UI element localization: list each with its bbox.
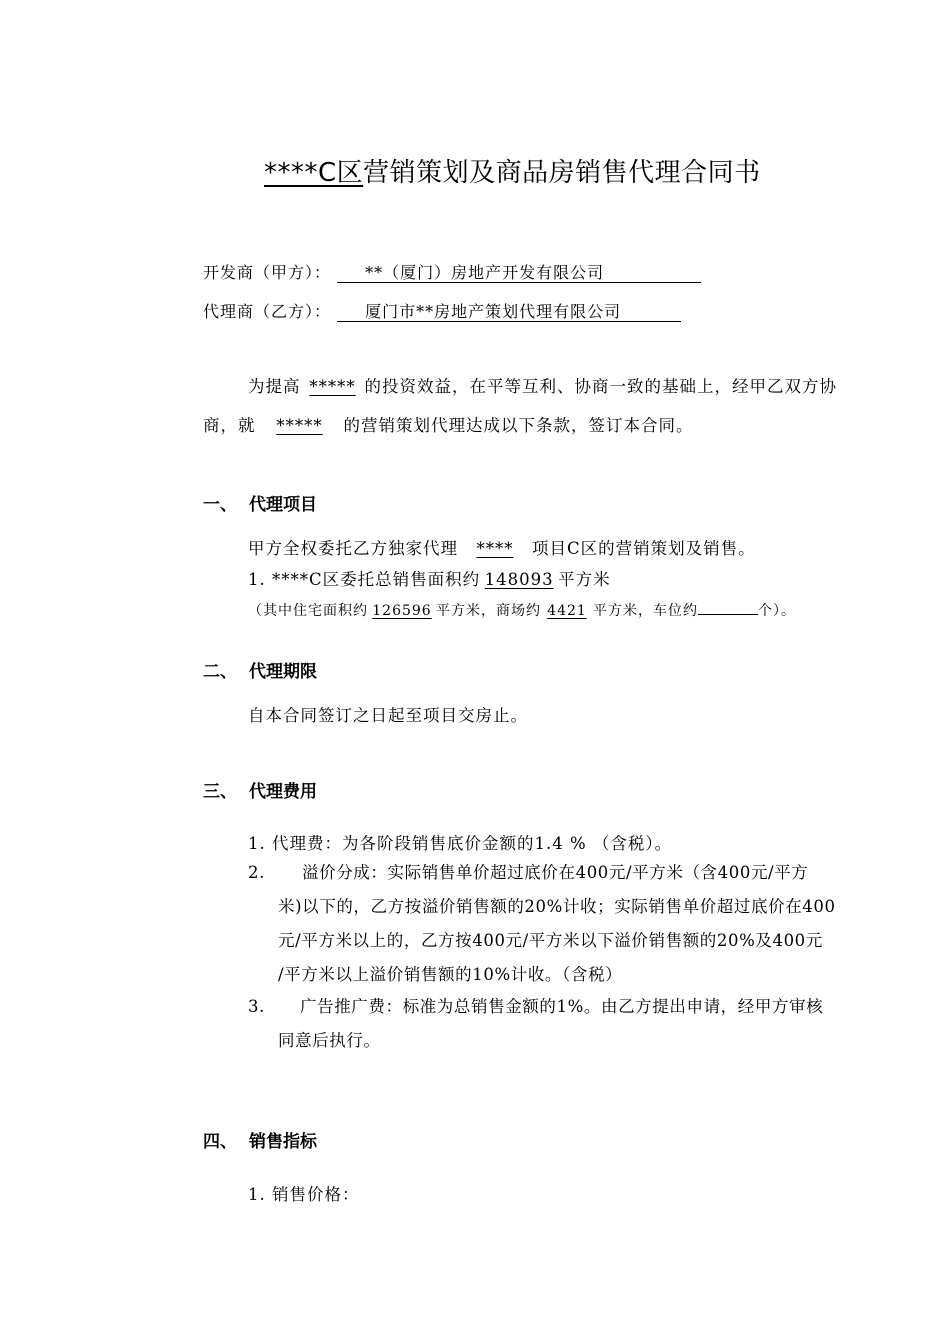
party-b-label: 代理商（乙方）： — [203, 302, 332, 321]
party-a-value: **（厦门）房地产开发有限公司 — [337, 264, 701, 283]
section-2-paragraph: 自本合同签订之日起至项目交房止。 — [248, 706, 528, 725]
section-3-item-2 — [248, 856, 836, 992]
total-area-value: 148093 — [484, 570, 554, 589]
section-1-heading — [203, 490, 317, 515]
section-3-item-3 — [248, 990, 823, 1058]
section-2-heading — [203, 657, 317, 682]
item-text: 元/平方米以上的，乙方按400元/平方米以下溢价销售额的20%及400元 — [278, 931, 823, 950]
preamble-text: 的投资效益，在平等互利、协商一致的基础上，经甲乙双方协 — [364, 377, 837, 396]
preamble-blank-1: ***** — [309, 377, 356, 396]
section-4-heading — [203, 1127, 317, 1152]
section-1-paragraph — [248, 535, 756, 559]
section-number: 三、 — [203, 782, 237, 802]
section-number: 四、 — [203, 1132, 237, 1152]
breakdown-text: 平方米，商场约 — [436, 603, 541, 619]
item-number: 3. — [248, 997, 265, 1016]
section-title: 销售指标 — [249, 1132, 317, 1152]
preamble-text: 为提高 — [248, 377, 301, 396]
residential-area-value: 126596 — [372, 603, 432, 619]
item-text: 广告推广费：标准为总销售金额的1%。由乙方提出申请，经甲方审核 — [300, 997, 824, 1016]
parking-count-blank — [698, 599, 758, 615]
item-text: 1. ****C区委托总销售面积约 — [248, 570, 481, 589]
section-4-item-1: 1. 销售价格： — [248, 1185, 360, 1204]
preamble-line-2 — [203, 412, 694, 436]
section-number: 二、 — [203, 662, 237, 682]
breakdown-text: 平方米，车位约 — [593, 603, 698, 619]
project-blank: **** — [476, 539, 514, 558]
breakdown-text: 个）。 — [758, 603, 796, 619]
item-text: 同意后执行。 — [278, 1031, 381, 1050]
party-a-row — [203, 260, 701, 283]
party-b-value: 厦门市**房地产策划代理有限公司 — [337, 303, 681, 322]
preamble-text: 的营销策划代理达成以下条款，签订本合同。 — [343, 416, 694, 435]
section-number: 一、 — [203, 495, 237, 515]
section-title: 代理项目 — [249, 495, 317, 515]
section-title: 代理期限 — [249, 662, 317, 682]
item-text: 米)以下的，乙方按溢价销售额的20%计收；实际销售单价超过底价在400 — [278, 897, 836, 916]
section-3-item-1: 1. 代理费：为各阶段销售底价金额的1.4 % （含税）。 — [248, 834, 673, 853]
section-1-item-1 — [248, 566, 611, 590]
title-project-code: ****C区 — [264, 158, 364, 188]
breakdown-text: （其中住宅面积约 — [248, 603, 368, 619]
item-number: 2. — [248, 863, 265, 882]
mall-area-value: 4421 — [547, 603, 587, 619]
item-text: 平方米 — [558, 570, 611, 589]
title-text: 营销策划及商品房销售代理合同书 — [363, 158, 761, 188]
party-b-row — [203, 299, 681, 322]
section-1-area-breakdown — [248, 599, 796, 620]
paragraph-text: 甲方全权委托乙方独家代理 — [248, 539, 458, 558]
preamble-line-1 — [248, 373, 837, 397]
party-a-label: 开发商（甲方）： — [203, 263, 332, 282]
preamble-text: 商，就 — [203, 416, 256, 435]
section-title: 代理费用 — [249, 782, 317, 802]
paragraph-text: 项目C区的营销策划及销售。 — [532, 539, 756, 558]
preamble-blank-2: ***** — [276, 416, 323, 435]
item-text: 溢价分成：实际销售单价超过底价在400元/平方米（含400元/平方 — [302, 863, 809, 882]
item-text: /平方米以上溢价销售额的10%计收。（含税） — [278, 965, 623, 984]
section-3-heading — [203, 777, 317, 802]
document-title — [264, 152, 761, 189]
